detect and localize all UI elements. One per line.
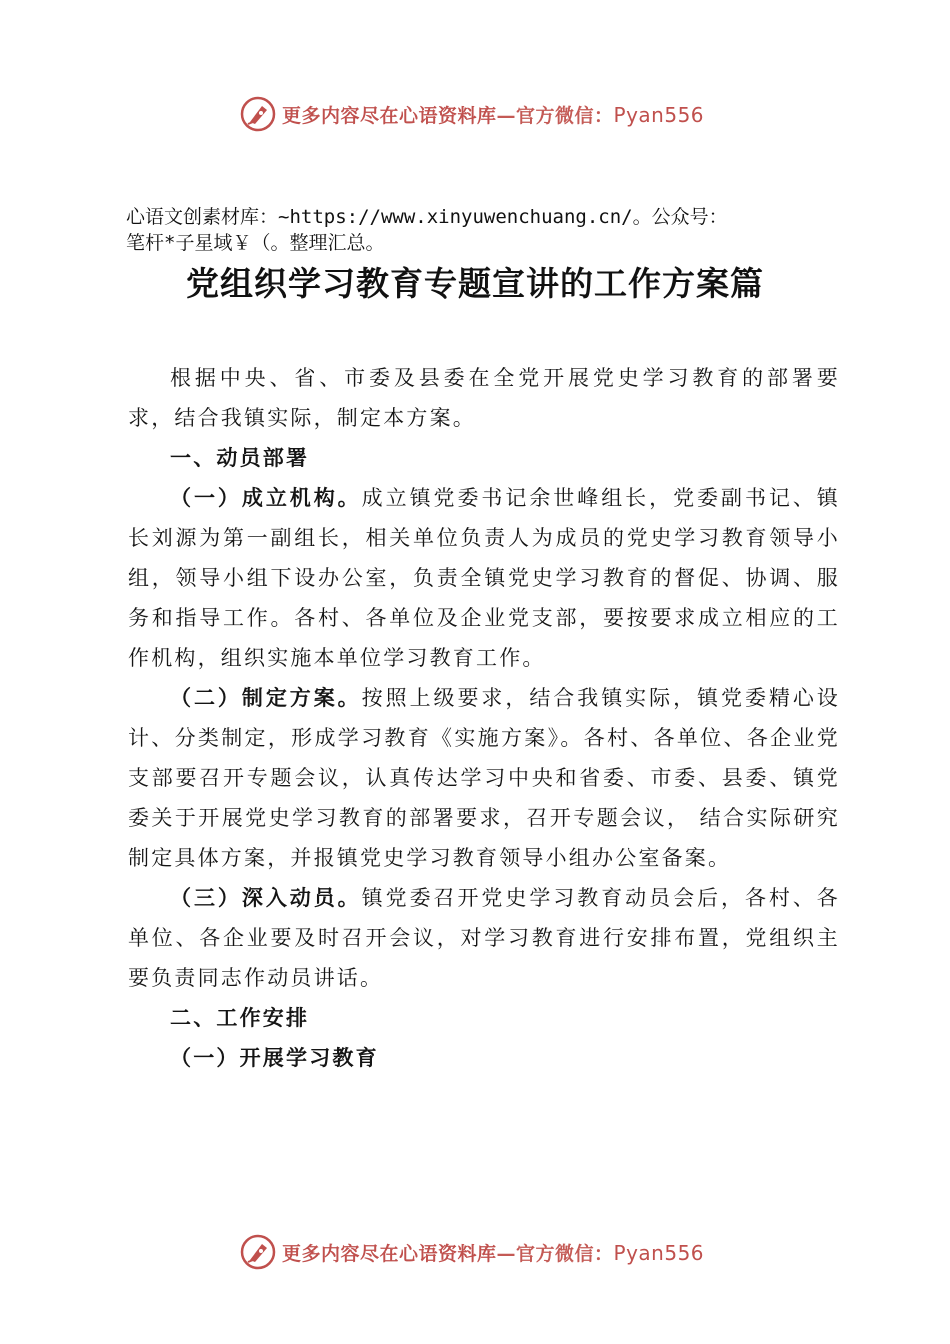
section-1-item-3 [128, 878, 840, 998]
intro-paragraph: 根据中央、省、市委及县委在全党开展党史学习教育的部署要求，结合我镇实际，制定本方案。 [128, 366, 840, 430]
banner-wechat-label: 官方微信： [516, 104, 614, 127]
section-1-item-1 [128, 478, 840, 678]
item-2-text: 按照上级要求，结合我镇实际，镇党委精心设计、分类制定，形成学习教育《实施方案》。各村、各单位、各企业党支部要召开专题会议，认真传达学习中央和省委、市委、县委、镇党委关于开展党史学习教育的部署要求，召开专题会议， 结合实际研究制定具体方案，并报镇党史学习教育领导小组办公室备案。 [128, 686, 841, 870]
document-title: 党组织学习教育专题宣讲的工作方案篇 [186, 264, 764, 303]
header-note-line-2: 笔杆*子星域￥（。整理汇总。 [126, 232, 385, 254]
banner-brand-text: 更多内容尽在心语资料库 [282, 104, 497, 127]
section-1-heading: 一、动员部署 [170, 446, 310, 470]
header-note [126, 204, 846, 256]
section-1-item-2 [128, 678, 840, 878]
banner-wechat-label: 官方微信： [516, 1242, 614, 1265]
pen-nib-logo-icon [240, 96, 276, 132]
item-3-text: 镇党委召开党史学习教育动员会后，各村、各单位、各企业要及时召开会议，对学习教育进行安排布置，党组织主要负责同志作动员讲话。 [128, 886, 841, 990]
section-2-heading: 二、工作安排 [170, 1006, 310, 1030]
banner-wechat-id: Pyan556 [613, 102, 705, 127]
bottom-banner [240, 1232, 760, 1272]
section-2-sub-heading: （一）开展学习教育 [170, 1046, 379, 1070]
document-body [128, 358, 840, 1078]
banner-dash: — [496, 1242, 517, 1265]
item-2-label: （二）制定方案。 [170, 686, 362, 710]
pen-nib-logo-icon [240, 1234, 276, 1270]
banner-brand-text: 更多内容尽在心语资料库 [282, 1242, 497, 1265]
top-banner [240, 94, 760, 134]
item-1-text: 成立镇党委书记余世峰组长，党委副书记、镇长刘源为第一副组长，相关单位负责人为成员的党史学习教育领导小组，领导小组下设办公室，负责全镇党史学习教育的督促、协调、服务和指导工作。各村、各单位及企业党支部，要按要求成立相应的工作机构，组织实施本单位学习教育工作。 [128, 486, 841, 670]
item-1-label: （一）成立机构。 [170, 486, 362, 510]
header-note-line-1: 心语文创素材库：~https://www.xinyuwenchuang.cn/。公众号： [126, 206, 728, 228]
item-3-label: （三）深入动员。 [170, 886, 362, 910]
banner-wechat-id: Pyan556 [613, 1240, 705, 1265]
banner-dash: — [496, 104, 517, 127]
